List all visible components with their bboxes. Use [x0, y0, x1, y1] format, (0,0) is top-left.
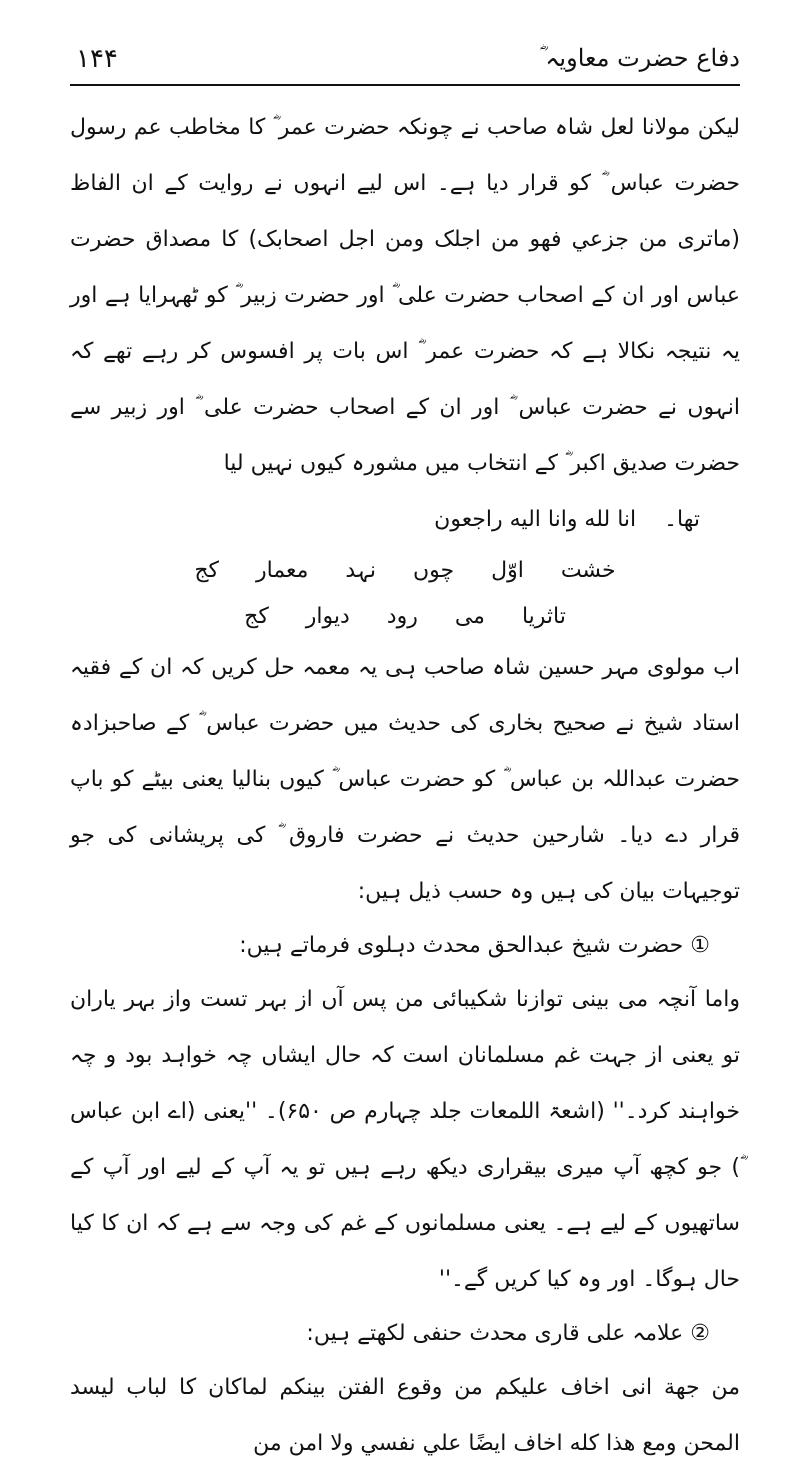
quranic-phrase-line: [70, 492, 740, 548]
quranic-phrase: انا لله وانا اليه راجعون: [434, 507, 637, 532]
paragraph-2: اب مولوی مہر حسین شاہ صاحب ہی یہ معمہ حل کریں کہ ان کے فقیہ استاد شیخ نے صحیح بخاری کی حدیث میں حضرت عباس ؓ کے صاحبزادہ حضرت عبداللہ بن عباس ؓ کو حضرت عباس ؓ کیوں بنالیا یعنی بیٹے کو باپ قرار دے دیا۔ شارحین حدیث نے حضرت فاروق ؓ کی پریشانی کی جو توجیہات بیان کی ہیں وہ حسب ذیل ہیں:: [70, 655, 740, 904]
page-number: ۱۴۴: [76, 44, 118, 74]
list-item-2: ② علامہ علی قاری محدث حنفی لکھتے ہیں:: [306, 1321, 710, 1346]
verse-line-2: تاثریا می رود دیوار کج: [244, 604, 566, 629]
header-rule: [70, 84, 740, 86]
persian-quote: واما آنچہ می بینی توازنا شکیبائی من پس آں از بہر تست واز بہر یاران تو یعنی از جہت غم مسلمانان است کہ حال ایشاں چہ خواہد بود و چہ خواہند کرد۔'' (اشعۃ اللمعات جلد چہارم ص ۶۵۰)۔ ''یعنی (اے ابن عباس ؓ) جو کچھ آپ میری بیقراری دیکھ رہے ہیں تو یہ آپ کے لیے اور آپ کے ساتھیوں کے لیے ہے۔ یعنی مسلمانوں کے غم کی وجہ سے ہے کہ ان کا کیا حال ہوگا۔ اور وہ کیا کریں گے۔'': [70, 987, 740, 1292]
page-header: [70, 40, 740, 80]
arabic-quote: من جهة انی اخاف عليكم من وقوع الفتن بينكم لماكان كا لباب ليسد المحن ومع هذا كله اخاف ايضًا علي نفسي ولا امن من: [70, 1375, 740, 1456]
list-item-1: ① حضرت شیخ عبدالحق محدث دہلوی فرماتے ہیں:: [239, 933, 710, 958]
paragraph-1: لیکن مولانا لعل شاہ صاحب نے چونکہ حضرت عمر ؓ کا مخاطب عم رسول حضرت عباس ؓ کو قرار دیا ہے۔ اس لیے انہوں نے روایت کے ان الفاظ (ماترى من جزعي فهو من اجلک ومن اجل اصحابک) کا مصداق حضرت عباس اور ان کے اصحاب حضرت علی ؓ اور حضرت زبیر ؓ کو ٹھہرایا ہے اور یہ نتیجہ نکالا ہے کہ حضرت عمر ؓ اس بات پر افسوس کر رہے تھے کہ انہوں نے حضرت عباس ؓ اور ان کے اصحاب حضرت علی ؓ اور زبیر سے حضرت صدیق اکبر ؓ کے انتخاب میں مشورہ کیوں نہیں لیا: [70, 115, 740, 476]
verse-line-1: خشت اوّل چوں نہد معمار کج: [194, 558, 616, 583]
page-body: [70, 100, 740, 1472]
paragraph-1-end: تھا۔: [664, 507, 700, 532]
running-title: دفاع حضرت معاویہ ؓ: [539, 44, 740, 72]
